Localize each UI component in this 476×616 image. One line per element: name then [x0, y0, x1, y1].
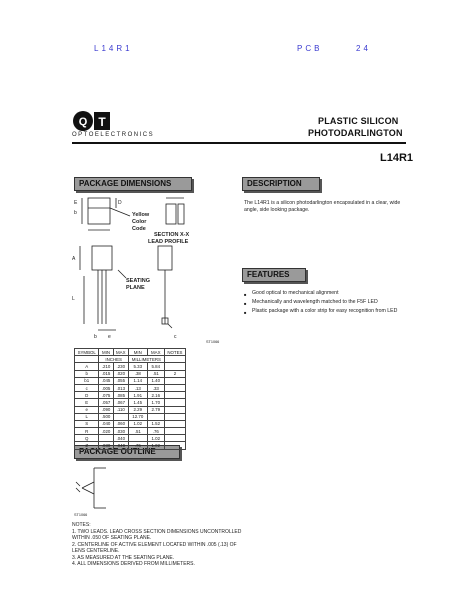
- package-dimension-drawing: [70, 190, 270, 345]
- svg-text:e: e: [108, 334, 111, 340]
- lead-profile-label: LEAD PROFILE: [148, 239, 189, 245]
- table-cell: .040: [113, 435, 128, 442]
- table-row: [75, 435, 186, 442]
- feature-item: ■ Good optical to mechanical alignment: [252, 290, 414, 297]
- feature-item: ■ Mechanically and wavelength matched to the F5F LED: [252, 299, 414, 306]
- table-cell: 2.29: [128, 406, 147, 413]
- running-header-pcb: PCB: [297, 44, 323, 53]
- table-row: [75, 406, 186, 413]
- part-number: L14R1: [380, 152, 414, 164]
- table-cell: [99, 435, 113, 442]
- features-header: FEATURES: [242, 268, 306, 282]
- table-cell: [128, 435, 147, 442]
- svg-text:D: D: [118, 200, 122, 206]
- section-label: SECTION X-X: [154, 232, 190, 238]
- table-cell: 12.70: [128, 413, 147, 420]
- table-cell: 1.02: [147, 442, 164, 449]
- table-row: [75, 363, 186, 370]
- outline-id: ST1066: [74, 513, 88, 517]
- running-header: [0, 44, 476, 56]
- code-label: Code: [132, 226, 146, 232]
- svg-text:E: E: [74, 200, 78, 206]
- table-cell: [164, 413, 185, 420]
- table-cell: [164, 399, 185, 406]
- notes-block: [72, 522, 242, 568]
- subheader-cell: MILLIMETERS: [128, 356, 164, 363]
- table-cell: [164, 428, 185, 435]
- table-cell: 2.79: [147, 406, 164, 413]
- seating-label: SEATING: [126, 278, 151, 284]
- table-cell: .060: [113, 420, 128, 427]
- table-cell: .020: [99, 428, 113, 435]
- table-row: [75, 420, 186, 427]
- svg-text:Q: Q: [78, 116, 88, 128]
- table-cell: .013: [113, 384, 128, 391]
- table-cell: .090: [99, 406, 113, 413]
- table-cell: .210: [99, 363, 113, 370]
- table-row: [75, 413, 186, 420]
- table-cell: [164, 420, 185, 427]
- table-row: [75, 442, 186, 449]
- package-dimensions-header: PACKAGE DIMENSIONS: [74, 177, 192, 191]
- dimension-table-body: [75, 363, 186, 449]
- subheader-cell: [75, 356, 99, 363]
- yellow-label: Yellow: [132, 212, 150, 218]
- table-cell: .005: [99, 384, 113, 391]
- svg-text:T: T: [98, 115, 106, 129]
- table-cell: [164, 384, 185, 391]
- table-cell: .085: [113, 392, 128, 399]
- description-header: DESCRIPTION: [242, 177, 320, 191]
- figure-id: ST1066: [206, 340, 220, 344]
- plane-label: PLANE: [126, 285, 145, 291]
- table-cell: R: [75, 428, 99, 435]
- table-cell: Q: [75, 435, 99, 442]
- table-cell: S: [75, 420, 99, 427]
- running-header-part: L14R1: [94, 44, 133, 53]
- table-cell: 2: [164, 370, 185, 377]
- feature-item: ■ Plastic package with a color strip for easy recognition from LED: [252, 308, 414, 315]
- svg-text:b: b: [74, 210, 77, 216]
- table-row: [75, 384, 186, 391]
- table-cell: .057: [99, 399, 113, 406]
- header-cell: MAX: [147, 349, 164, 356]
- table-cell: .067: [113, 399, 128, 406]
- note-item: 2. CENTERLINE OF ACTIVE ELEMENT LOCATED WITHIN .005 (.13) OF LENS CENTERLINE.: [72, 541, 237, 554]
- note-item: 1. TWO LEADS. LEAD CROSS SECTION DIMENSIONS UNCONTROLLED WITHIN .050 OF SEATING PLANE.: [72, 528, 242, 541]
- table-cell: b1: [75, 377, 99, 384]
- table-cell: D: [75, 392, 99, 399]
- table-cell: .110: [113, 406, 128, 413]
- table-cell: .075: [99, 392, 113, 399]
- table-cell: [164, 406, 185, 413]
- svg-text:L: L: [72, 296, 75, 302]
- table-cell: 1.02: [128, 420, 147, 427]
- table-cell: .040: [113, 442, 128, 449]
- table-cell: 5.33: [128, 363, 147, 370]
- table-cell: .055: [113, 377, 128, 384]
- table-cell: .500: [99, 413, 113, 420]
- table-cell: .51: [128, 428, 147, 435]
- table-cell: 1.40: [147, 377, 164, 384]
- table-cell: Z: [75, 442, 99, 449]
- table-cell: A: [75, 363, 99, 370]
- table-cell: .13: [128, 384, 147, 391]
- table-row: [75, 399, 186, 406]
- subheader-cell: [164, 356, 185, 363]
- header-cell: MIN: [128, 349, 147, 356]
- table-cell: .040: [99, 420, 113, 427]
- header-cell: SYMBOL: [75, 349, 99, 356]
- table-cell: .030: [113, 428, 128, 435]
- title-line-1: PLASTIC SILICON: [318, 116, 399, 126]
- package-outline-header: PACKAGE OUTLINE: [74, 445, 180, 459]
- table-cell: 1.52: [147, 420, 164, 427]
- table-cell: .76: [147, 428, 164, 435]
- package-outline-drawing: [72, 462, 132, 517]
- table-cell: 2.16: [147, 392, 164, 399]
- table-row: [75, 377, 186, 384]
- table-cell: 1.14: [128, 377, 147, 384]
- table-cell: [164, 392, 185, 399]
- table-cell: [164, 363, 185, 370]
- table-subheader-row: [75, 356, 186, 363]
- title-rule: [72, 142, 406, 144]
- table-cell: .015: [99, 370, 113, 377]
- table-cell: 5.84: [147, 363, 164, 370]
- table-cell: [164, 442, 185, 449]
- notes-heading: NOTES:: [72, 522, 91, 528]
- svg-text:b: b: [94, 334, 97, 340]
- table-cell: [113, 413, 128, 420]
- table-row: [75, 392, 186, 399]
- table-cell: .76: [128, 442, 147, 449]
- table-cell: .38: [128, 370, 147, 377]
- table-cell: b: [75, 370, 99, 377]
- logo-subtitle: OPTOELECTRONICS: [72, 132, 155, 138]
- table-cell: [147, 413, 164, 420]
- table-cell: E: [75, 399, 99, 406]
- table-cell: .020: [113, 370, 128, 377]
- table-cell: .045: [99, 377, 113, 384]
- table-cell: e: [75, 406, 99, 413]
- table-cell: c: [75, 384, 99, 391]
- table-cell: .030: [99, 442, 113, 449]
- table-row: [75, 370, 186, 377]
- description-text: The L14R1 is a silicon photodarlington encapsulated in a clear, wide angle, side looking package.: [244, 200, 401, 213]
- table-cell: 1.70: [147, 399, 164, 406]
- header-cell: MAX: [113, 349, 128, 356]
- table-cell: .33: [147, 384, 164, 391]
- note-item: 3. AS MEASURED AT THE SEATING PLANE.: [72, 554, 175, 561]
- table-cell: [164, 435, 185, 442]
- table-cell: 1.91: [128, 392, 147, 399]
- svg-text:A: A: [72, 256, 76, 262]
- color-label: Color: [132, 219, 147, 225]
- table-cell: 1.45: [128, 399, 147, 406]
- title-line-2: PHOTODARLINGTON: [308, 128, 403, 138]
- running-header-page: 24: [356, 44, 371, 53]
- table-cell: 1.02: [147, 435, 164, 442]
- svg-text:c: c: [174, 334, 177, 340]
- table-cell: .51: [147, 370, 164, 377]
- header-cell: MIN: [99, 349, 113, 356]
- table-header-row: [75, 349, 186, 356]
- subheader-cell: INCHES: [99, 356, 128, 363]
- note-item: 4. ALL DIMENSIONS DERIVED FROM MILLIMETERS.: [72, 561, 195, 567]
- table-cell: L: [75, 413, 99, 420]
- dimension-table: [74, 348, 186, 450]
- table-cell: [164, 377, 185, 384]
- header-cell: NOTES: [164, 349, 185, 356]
- table-row: [75, 428, 186, 435]
- table-cell: .230: [113, 363, 128, 370]
